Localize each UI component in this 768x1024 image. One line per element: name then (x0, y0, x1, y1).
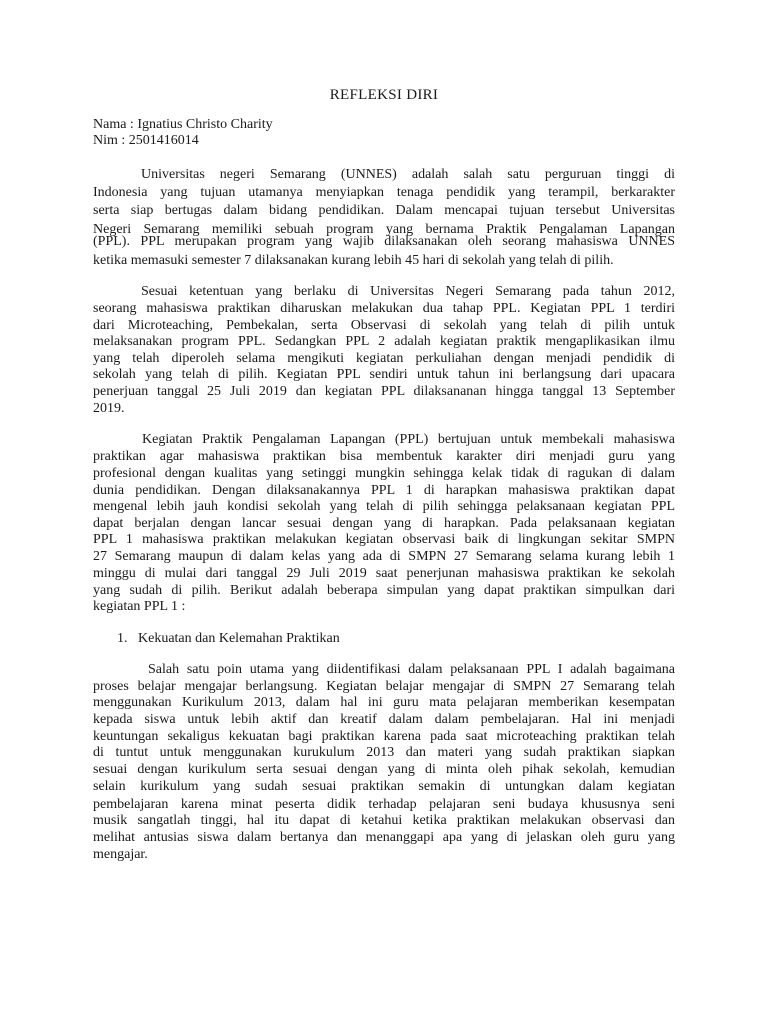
paragraph-4-line: di tuntut untuk menggunakan kurukulum 2013 dan materi yang sudah praktikan siapkan (93, 745, 675, 760)
paragraph-4-line: melihat antusias siswa dalam bertanya dan menanggapi apa yang di jelaskan oleh guru yang (93, 830, 675, 845)
nim-line: Nim : 2501416014 (93, 133, 199, 148)
paragraph-1-line: Negeri Semarang memiliki sebuah program yang bernama Praktik Pengalaman Lapangan (93, 222, 675, 237)
paragraph-4-line: sesuai dengan kurikulum serta sesuai dengan yang di minta oleh pihak sekolah, kemudian (93, 762, 675, 777)
paragraph-2-line: seorang mahasiswa praktikan diharuskan melakukan dua tahap PPL. Kegiatan PPL 1 terdiri (93, 301, 675, 316)
paragraph-4-line: pembelajaran karena minat peserta didik terhadap pelajaran seni budaya khususnya seni (93, 797, 675, 812)
paragraph-3-line: praktikan agar mahasiswa praktikan bisa membentuk karakter diri menjadi guru yang (93, 449, 675, 464)
paragraph-2-line: 2019. (93, 401, 125, 416)
name-line: Nama : Ignatius Christo Charity (93, 117, 273, 132)
paragraph-3-line: mengenal lebih jauh kondisi sekolah yang telah di pilih sehingga pelaksanaan kegiatan PPL (93, 499, 675, 514)
paragraph-3-line: dapat berjalan dengan lancar sesuai dengan yang di harapkan. Pada pelaksanaan kegiatan (93, 516, 675, 531)
paragraph-2-line: Sesuai ketentuan yang berlaku di Universitas Negeri Semarang pada tahun 2012, (141, 284, 675, 299)
paragraph-4-line: musik sangatlah tinggi, hal itu dapat di ketahui ketika praktikan melakukan observasi dan (93, 813, 675, 828)
paragraph-2-line: sekolah yang telah di pilih. Kegiatan PPL sendiri untuk tahun ini berlangsung dari upacara (93, 367, 675, 382)
paragraph-1-line: Indonesia yang tujuan utamanya menyiapkan tenaga pendidik yang terampil, berkarakter (93, 185, 675, 200)
paragraph-1-line: (PPL). PPL merupakan program yang wajib dilaksanakan oleh seorang mahasiswa UNNES (93, 234, 675, 249)
paragraph-3-line: dunia pendidikan. Dengan dilaksanakannya PPL 1 di harapkan mahasiswa praktikan dapat (93, 483, 675, 498)
section-label: Kekuatan dan Kelemahan Praktikan (138, 631, 340, 646)
paragraph-3-line: yang sudah di pilih. Berikut adalah beberapa simpulan yang dapat praktikan simpulkan dari (93, 583, 675, 598)
paragraph-2-line: melaksanakan program PPL. Sedangkan PPL 2 adalah kegiatan praktik mengaplikasikan ilmu (93, 334, 675, 349)
section-heading (117, 630, 340, 647)
paragraph-4-line: mengajar. (93, 847, 148, 862)
paragraph-1-line: Universitas negeri Semarang (UNNES) adalah salah satu perguruan tinggi di (141, 167, 675, 182)
paragraph-2-line: dari Microteaching, Pembekalan, serta Observasi di sekolah yang telah di pilih untuk (93, 318, 675, 333)
section-number: 1. (117, 631, 128, 646)
paragraph-1-line: ketika memasuki semester 7 dilaksanakan kurang lebih 45 hari di sekolah yang telah di pilih. (93, 253, 614, 268)
paragraph-4-line: selain kurikulum yang sudah sesuai praktikan semakin di untungkan dalam kegiatan (93, 779, 675, 794)
paragraph-3-line: PPL 1 mahasiswa praktikan melakukan kegiatan observasi baik di lingkungan sekitar SMPN (93, 532, 675, 547)
paragraph-3-line: 27 Semarang maupun di dalam kelas yang ada di SMPN 27 Semarang selama kurang lebih 1 (93, 549, 675, 564)
paragraph-4-line: kepada siswa untuk lebih aktif dan kreatif dalam dalam pembelajaran. Hal ini menjadi (93, 712, 675, 727)
paragraph-1-line: serta siap bertugas dalam bidang pendidikan. Dalam mencapai tujuan tersebut Universitas (93, 203, 675, 218)
paragraph-2-line: yang telah diperoleh selama mengikuti kegiatan perkuliahan dengan menjadi pendidik di (93, 351, 675, 366)
document-title: REFLEKSI DIRI (329, 87, 439, 103)
paragraph-2-line: penerjuan tanggal 25 Juli 2019 dan kegiatan PPL dilaksananan hingga tanggal 13 September (93, 384, 675, 399)
paragraph-4-line: keuntungan sekaligus kekuatan bagi praktikan karena pada saat microteaching praktikan telah (93, 729, 675, 744)
paragraph-3-line: profesional dengan kualitas yang setinggi mungkin sehingga kelak tidak di ragukan di dalam (93, 466, 675, 481)
paragraph-3-line: Kegiatan Praktik Pengalaman Lapangan (PPL) bertujuan untuk membekali mahasiswa (142, 432, 675, 447)
paragraph-3-line: kegiatan PPL 1 : (93, 599, 186, 614)
paragraph-3-line: minggu di mulai dari tanggal 29 Juli 2019 saat penerjunan mahasiswa praktikan ke sekolah (93, 566, 675, 581)
paragraph-4-line: Salah satu poin utama yang diidentifikasi dalam pelaksanaan PPL I adalah bagaimana (148, 662, 675, 677)
paragraph-4-line: menggunakan Kurikulum 2013, dalam hal ini guru mata pelajaran memberikan kesempatan (93, 695, 675, 710)
paragraph-4-line: proses belajar mengajar berlangsung. Kegiatan belajar mengajar di SMPN 27 Semarang telah (93, 679, 675, 694)
